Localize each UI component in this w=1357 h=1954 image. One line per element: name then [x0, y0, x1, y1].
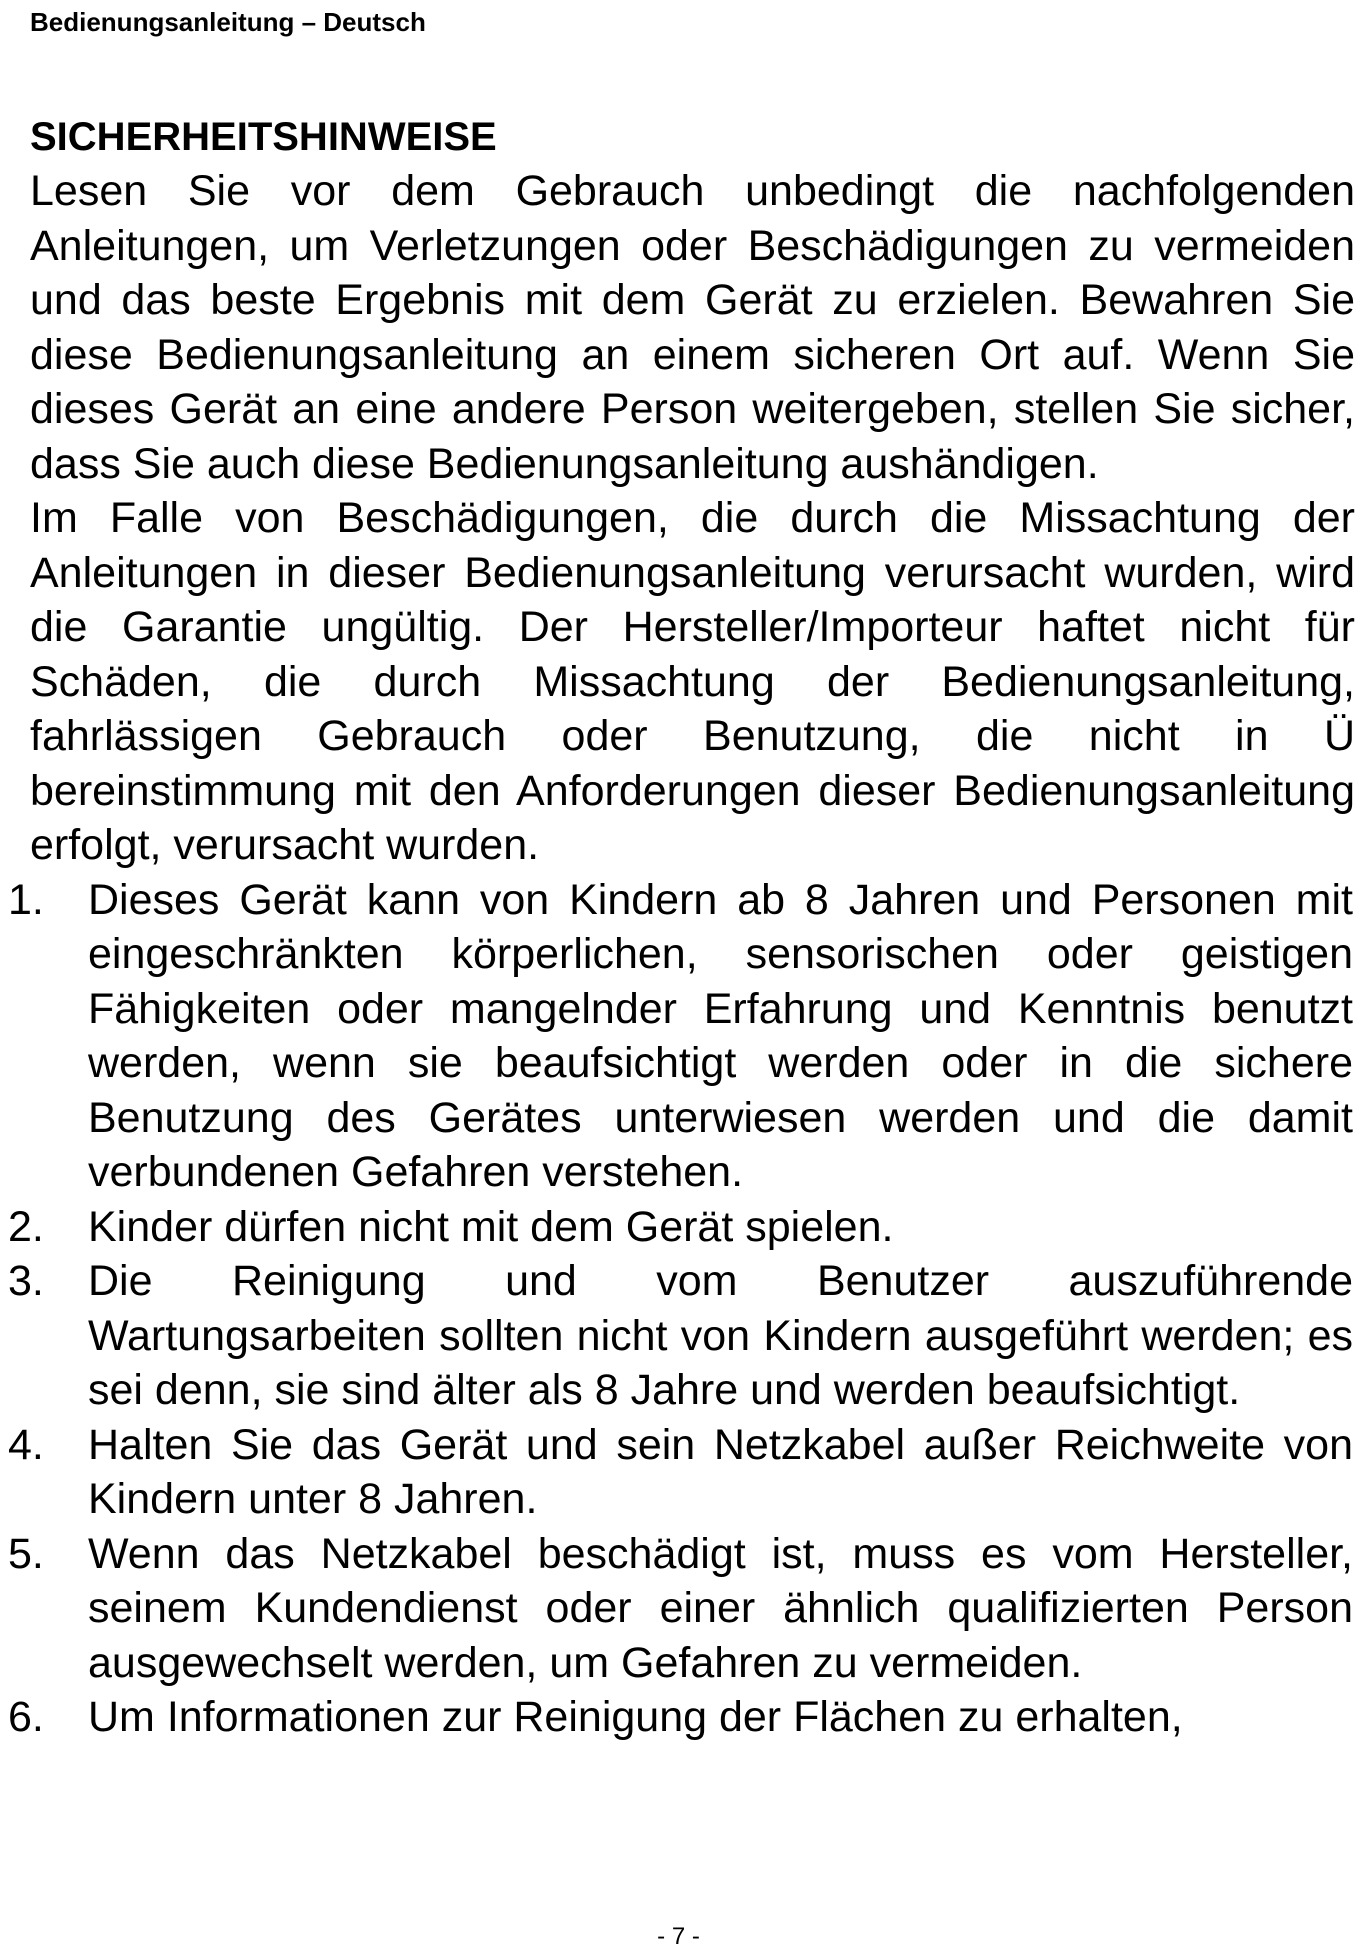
- section-title: SICHERHEITSHINWEISE: [30, 115, 497, 159]
- list-item-number: 1.: [8, 875, 44, 924]
- running-header: Bedienungsanleitung – Deutsch: [30, 7, 426, 37]
- list-item-text: Dieses Gerät kann von Kindern ab 8 Jahren und Personen mit eingeschränkten körperlichen, sensorischen oder geistigen Fähigkeiten oder mangelnder Erfahrung und Kenntnis benutzt werden, wenn sie beaufsichtigt werden oder in die sichere Benutzung des Gerätes unterwiesen werden und die damit verbundenen Gefahren verstehen.: [88, 875, 1353, 1196]
- list-item: [8, 1690, 1353, 1745]
- warranty-paragraph: Im Falle von Beschädigungen, die durch die Missachtung der Anleitungen in dieser Bedienungsanleitung verursacht wurden, wird die Garantie ungültig. Der Hersteller/Importeur haftet nicht für Schäden, die durch Missachtung der Bedienungsanleitung, fahrlässigen Gebrauch oder Benutzung, die nicht in Ü bereinstimmung mit den Anforderungen dieser Bedienungsanleitung erfolgt, verursacht wurden.: [30, 494, 1355, 869]
- page-number: - 7 -: [657, 1923, 700, 1950]
- document-body: [8, 112, 1355, 1745]
- list-item-number: 2.: [8, 1202, 44, 1251]
- safety-list: [8, 873, 1353, 1745]
- list-item: [8, 1254, 1353, 1418]
- list-item: [8, 1200, 1353, 1255]
- intro-paragraph: Lesen Sie vor dem Gebrauch unbedingt die nachfolgenden Anleitungen, um Verletzungen oder Beschädigungen zu vermeiden und das beste Ergebnis mit dem Gerät zu erzielen. Bewahren Sie diese Bedienungsanleitung an einem sicheren Ort auf. Wenn Sie dieses Gerät an eine andere Person weitergeben, stellen Sie sicher, dass Sie auch diese Bedienungsanleitung aushändigen.: [30, 167, 1355, 488]
- list-item-number: 3.: [8, 1257, 44, 1305]
- list-item-text: Um Informationen zur Reinigung der Flächen zu erhalten,: [88, 1693, 1183, 1741]
- list-item: [8, 873, 1353, 1200]
- list-item-number: 5.: [8, 1529, 44, 1578]
- list-item-number: 6.: [8, 1693, 44, 1741]
- list-item-text: Halten Sie das Gerät und sein Netzkabel außer Reichweite von Kindern unter 8 Jahren.: [88, 1420, 1353, 1523]
- list-item: [8, 1527, 1353, 1691]
- list-item-text: Wenn das Netzkabel beschädigt ist, muss es vom Hersteller, seinem Kundendienst oder einer ähnlich qualifizierten Person ausgewechselt werden, um Gefahren zu vermeiden.: [88, 1529, 1353, 1687]
- list-item-text: Die Reinigung und vom Benutzer auszuführende Wartungsarbeiten sollten nicht von Kindern ausgeführt werden; es sei denn, sie sind älter als 8 Jahre und werden beaufsichtigt.: [88, 1257, 1353, 1414]
- list-item-text: Kinder dürfen nicht mit dem Gerät spielen.: [88, 1202, 894, 1251]
- list-item-number: 4.: [8, 1420, 44, 1469]
- list-item: [8, 1418, 1353, 1527]
